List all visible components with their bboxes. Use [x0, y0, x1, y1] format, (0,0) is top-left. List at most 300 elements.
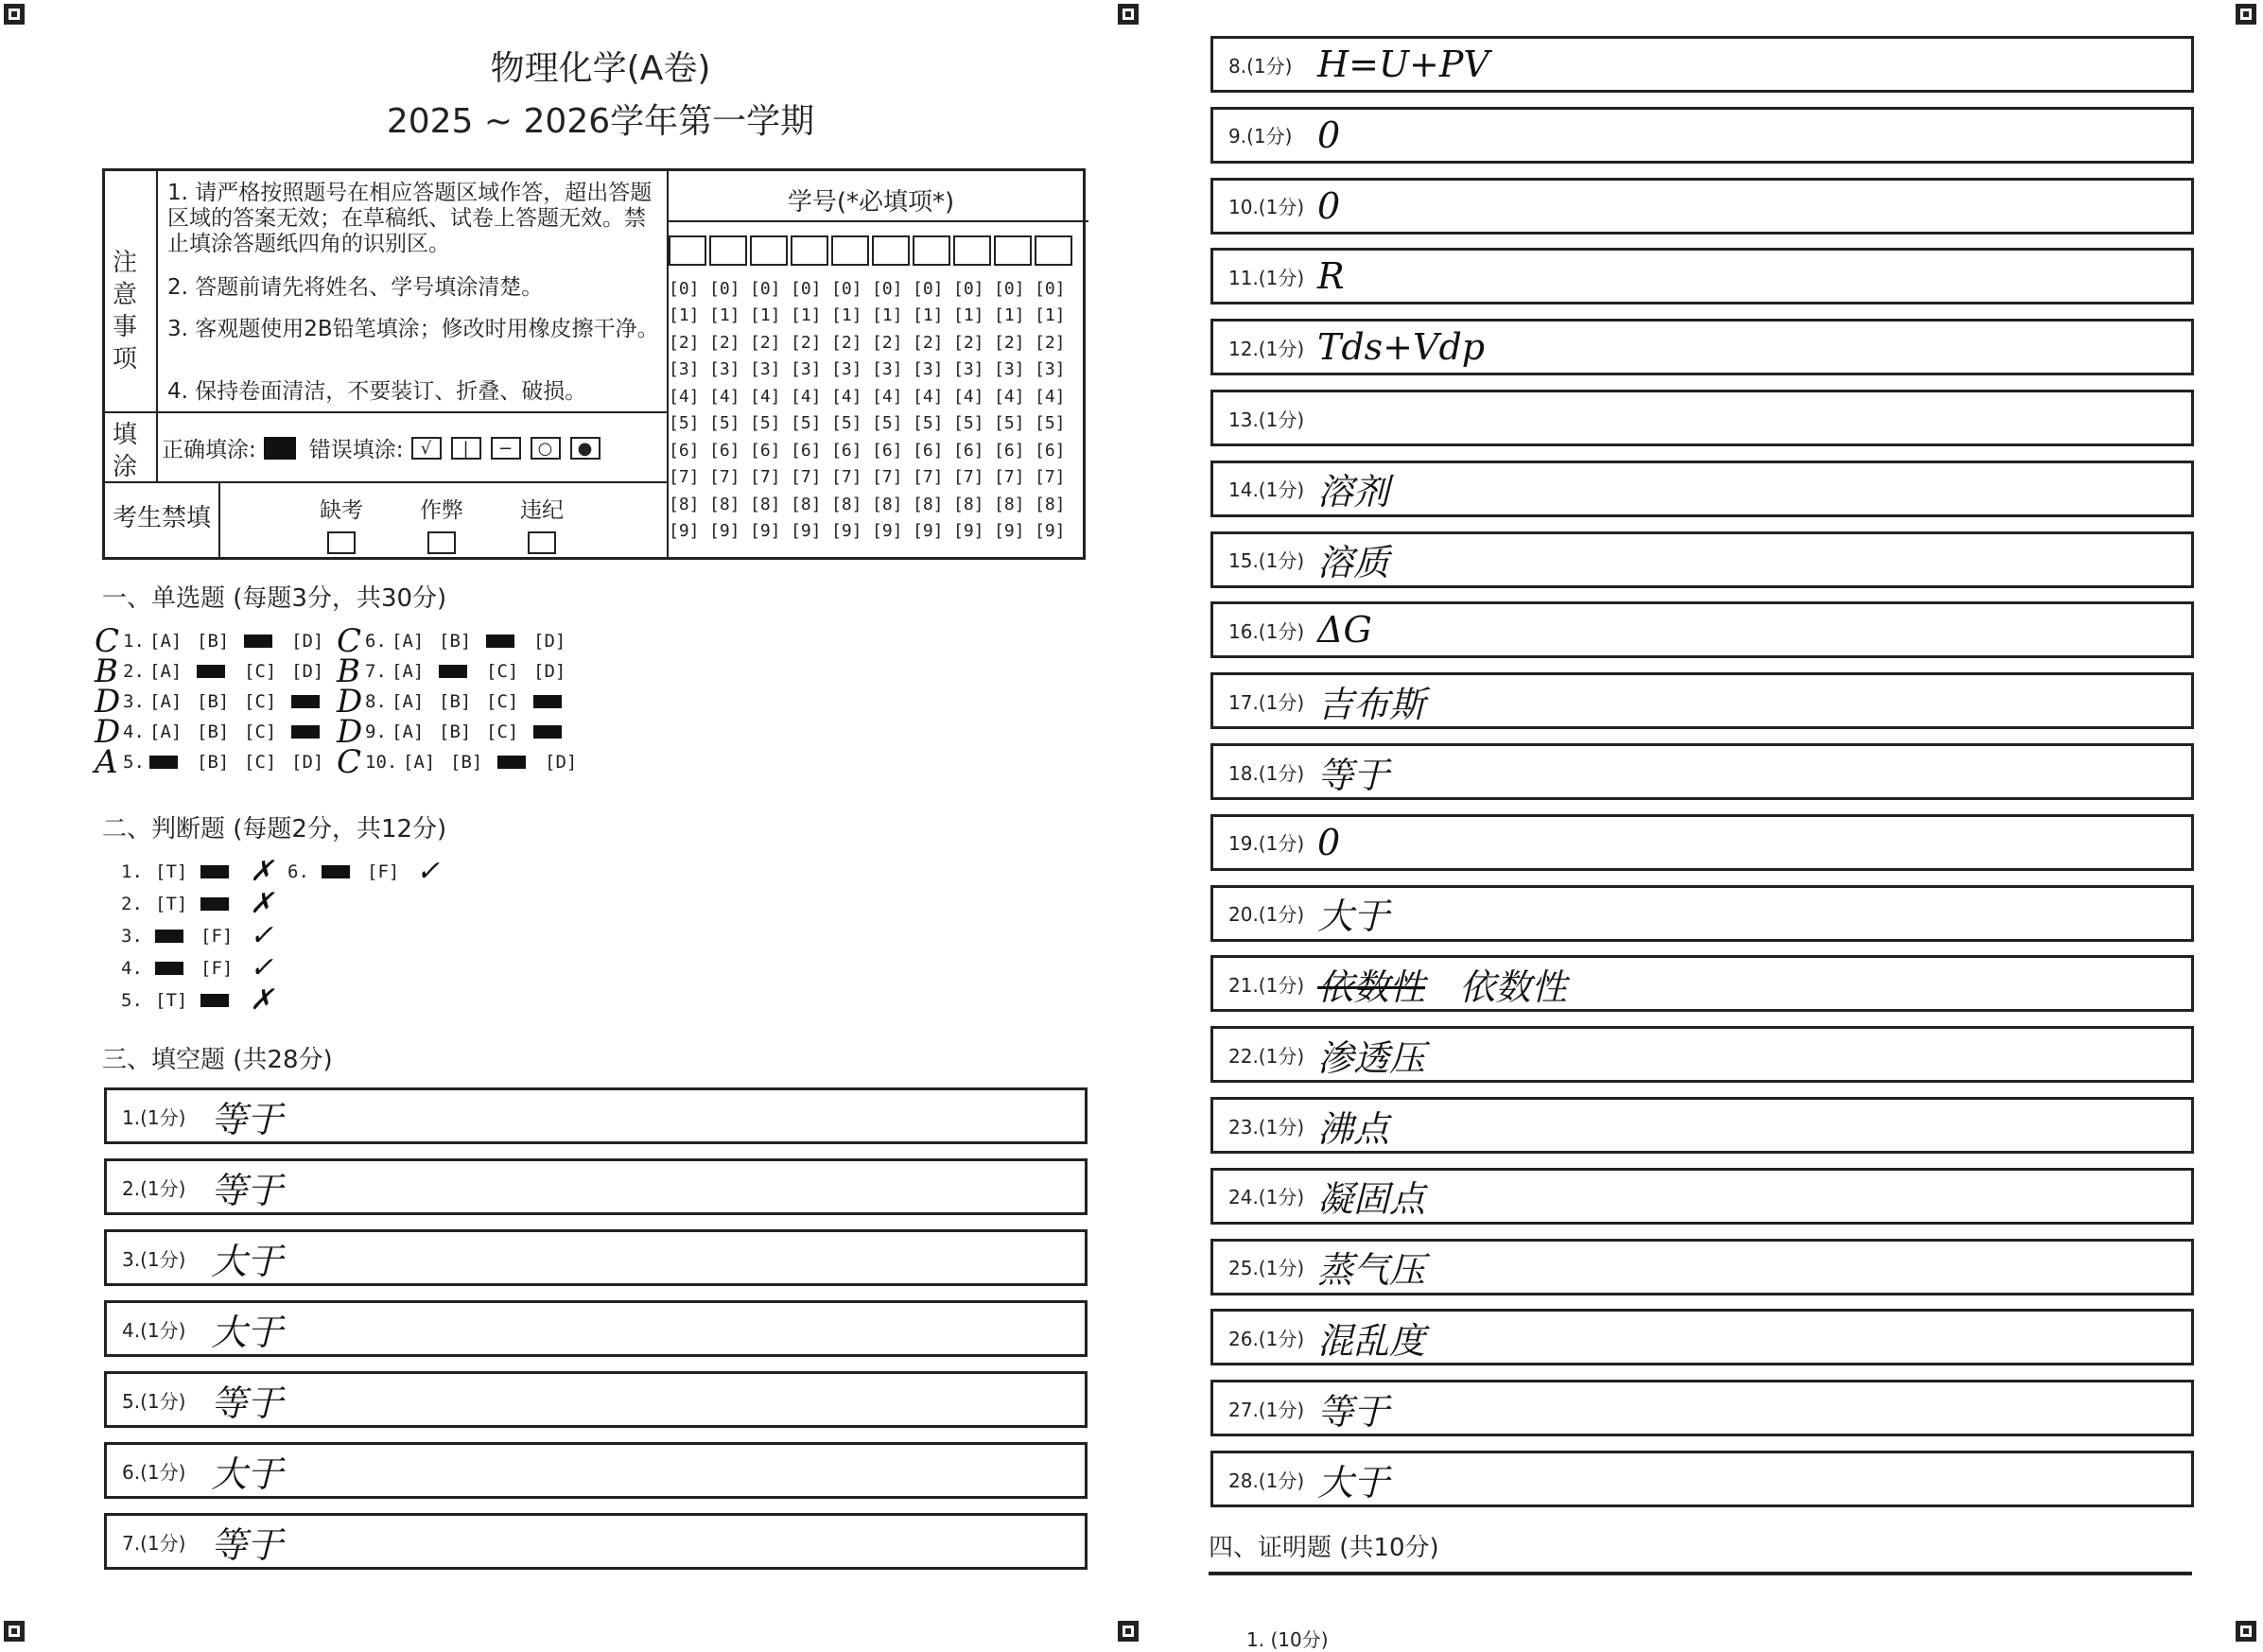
cross-mark-icon: ✗	[250, 855, 274, 888]
mc-handwritten-answer: D	[337, 683, 363, 721]
mc-option[interactable]: [D]	[533, 631, 566, 652]
student-id-row	[669, 491, 1075, 518]
student-id-box[interactable]	[750, 235, 788, 266]
student-id-bubble[interactable]: [0]	[750, 278, 781, 299]
student-id-bubble[interactable]: [2]	[953, 332, 984, 353]
mc-option[interactable]: [A]	[392, 691, 425, 712]
mc-handwritten-answer: B	[337, 652, 360, 690]
answer-label: 1.(1分)	[122, 1105, 186, 1129]
tf-option-filled[interactable]	[200, 897, 229, 911]
student-id-bubble[interactable]: [0]	[791, 278, 822, 299]
student-id-bubble[interactable]: [1]	[709, 305, 740, 326]
answer-label: 2.(1分)	[122, 1176, 186, 1200]
student-id-grid	[669, 275, 1075, 545]
answer-text: 沸点	[1317, 1107, 1390, 1150]
student-id-bubble[interactable]: [1]	[791, 305, 822, 326]
answer-text: 等于	[211, 1382, 284, 1424]
flag-absent-box[interactable]	[327, 531, 356, 554]
student-id-bubble[interactable]: [8]	[831, 494, 862, 514]
answer-text: 凝固点	[1317, 1178, 1426, 1221]
student-id-bubble[interactable]: [3]	[791, 359, 822, 380]
answer-value	[211, 1445, 283, 1497]
answer-label: 27.(1分)	[1228, 1398, 1305, 1421]
student-id-bubble[interactable]: [4]	[669, 386, 700, 407]
mc-question-number: 2.	[123, 661, 145, 682]
mc-option[interactable]: [B]	[450, 752, 483, 773]
student-id-bubble[interactable]: [4]	[953, 386, 984, 407]
corner-mark-bottom-middle	[1118, 1621, 1139, 1642]
mc-option[interactable]: [A]	[392, 631, 425, 652]
mc-question-number: 1.	[123, 631, 145, 652]
student-id-bubble[interactable]: [5]	[831, 413, 862, 434]
student-id-bubble[interactable]: [4]	[872, 386, 903, 407]
answer-text: 依数性	[1459, 965, 1568, 1008]
student-id-bubble[interactable]: [3]	[994, 359, 1025, 380]
cross-mark-icon: ✗	[250, 983, 274, 1017]
answer-label: 25.(1分)	[1228, 1257, 1305, 1280]
student-id-bubble[interactable]: [7]	[913, 467, 944, 488]
section4-question-1: 1. (10分)	[1246, 1628, 1329, 1651]
student-id-box[interactable]	[1035, 235, 1072, 266]
mc-option-filled[interactable]	[291, 725, 320, 739]
mc-option[interactable]: [B]	[197, 722, 230, 742]
student-id-row	[669, 437, 1075, 464]
answer-box[interactable]	[104, 1513, 1088, 1570]
mc-option[interactable]: [D]	[291, 661, 324, 682]
student-id-box[interactable]	[913, 235, 950, 266]
tf-question	[121, 887, 273, 920]
student-id-bubble[interactable]: [9]	[953, 521, 984, 542]
student-id-bubble[interactable]: [5]	[750, 413, 781, 434]
mc-option[interactable]: [B]	[439, 691, 472, 712]
answer-text: 0	[1317, 184, 1341, 227]
flag-absent[interactable]: 缺考	[294, 493, 389, 554]
student-id-bubble[interactable]: [6]	[669, 440, 700, 461]
answer-box[interactable]	[1210, 36, 2194, 93]
answer-text: 大于	[1317, 1461, 1390, 1504]
student-id-bubble[interactable]: [2]	[750, 332, 781, 353]
answer-value	[1317, 533, 1389, 585]
student-id-bubble[interactable]: [1]	[994, 305, 1025, 326]
student-id-row	[669, 518, 1075, 546]
answer-value	[1317, 326, 1485, 368]
student-id-bubble[interactable]: [3]	[709, 359, 740, 380]
student-id-bubble[interactable]: [2]	[669, 332, 700, 353]
answer-text: 渗透压	[1317, 1036, 1426, 1079]
student-id-bubble[interactable]: [8]	[791, 494, 822, 514]
student-id-box[interactable]	[994, 235, 1032, 266]
answer-box[interactable]	[104, 1300, 1088, 1357]
tf-option[interactable]: [T]	[155, 861, 188, 882]
student-id-bubble[interactable]: [6]	[1035, 440, 1066, 461]
student-id-bubble[interactable]: [5]	[953, 413, 984, 434]
student-id-row	[669, 356, 1075, 384]
corner-mark-top-right	[2236, 4, 2256, 25]
student-id-bubble[interactable]: [7]	[750, 467, 781, 488]
student-id-bubble[interactable]: [6]	[831, 440, 862, 461]
page-title: 物理化学(A卷)	[490, 49, 711, 88]
student-id-bubble[interactable]: [7]	[1035, 467, 1066, 488]
student-id-bubble[interactable]: [7]	[872, 467, 903, 488]
student-id-bubble[interactable]: [6]	[913, 440, 944, 461]
answer-box[interactable]	[1210, 1239, 2194, 1296]
student-id-bubble[interactable]: [2]	[831, 332, 862, 353]
tf-option-filled[interactable]	[155, 962, 183, 975]
mc-option[interactable]: [D]	[291, 631, 324, 652]
answer-value	[211, 1161, 283, 1213]
answer-box[interactable]	[1210, 531, 2194, 588]
student-id-bubble[interactable]: [0]	[953, 278, 984, 299]
student-id-bubble[interactable]: [1]	[1035, 305, 1066, 326]
answer-box[interactable]	[1210, 1168, 2194, 1225]
corner-mark-top-middle	[1118, 4, 1139, 25]
student-id-bubble[interactable]: [6]	[709, 440, 740, 461]
notice-item-4: 4. 保持卷面清洁，不要装订、折叠、破损。	[167, 379, 587, 404]
answer-label: 24.(1分)	[1228, 1186, 1305, 1209]
answer-value	[1317, 1241, 1425, 1293]
student-id-bubble[interactable]: [3]	[1035, 359, 1066, 380]
student-id-bubble[interactable]: [4]	[791, 386, 822, 407]
mc-handwritten-answer: C	[337, 622, 362, 660]
mc-option-filled[interactable]	[197, 665, 225, 678]
mc-option[interactable]: [D]	[533, 661, 566, 682]
mc-question-number: 7.	[365, 661, 387, 682]
student-id-box[interactable]	[872, 235, 910, 266]
student-id-bubble[interactable]: [3]	[831, 359, 862, 380]
answer-label: 19.(1分)	[1228, 832, 1305, 856]
student-id-bubble[interactable]: [2]	[791, 332, 822, 353]
answer-text: 等于	[211, 1098, 284, 1140]
student-id-bubble[interactable]: [9]	[994, 521, 1025, 542]
student-id-bubble[interactable]: [8]	[872, 494, 903, 514]
student-id-box[interactable]	[791, 235, 828, 266]
answer-box[interactable]	[1210, 107, 2194, 164]
student-id-bubble[interactable]: [9]	[1035, 521, 1066, 542]
struck-answer: 依数性	[1317, 965, 1426, 1008]
tf-option[interactable]: [F]	[200, 957, 234, 979]
tf-option-filled[interactable]	[155, 930, 183, 943]
wrong-fill-bar: |	[451, 437, 481, 460]
student-id-bubble[interactable]: [9]	[872, 521, 903, 542]
student-id-box[interactable]	[669, 235, 706, 266]
answer-label: 5.(1分)	[122, 1389, 186, 1413]
student-id-bubble[interactable]: [6]	[791, 440, 822, 461]
answer-box[interactable]	[104, 1087, 1088, 1144]
answer-box[interactable]	[104, 1158, 1088, 1215]
student-id-bubble[interactable]: [5]	[1035, 413, 1066, 434]
student-id-bubble[interactable]: [8]	[1035, 494, 1066, 514]
student-id-bubble[interactable]: [6]	[953, 440, 984, 461]
student-id-bubble[interactable]: [0]	[913, 278, 944, 299]
wrong-fill-check: √	[411, 437, 442, 460]
student-id-bubble[interactable]: [5]	[709, 413, 740, 434]
answer-box[interactable]	[1210, 955, 2194, 1012]
wrong-fill-dot: ●	[570, 437, 601, 460]
answer-box[interactable]	[1210, 1026, 2194, 1083]
answer-box[interactable]	[104, 1442, 1088, 1499]
student-id-bubble[interactable]: [3]	[953, 359, 984, 380]
mc-option[interactable]: [A]	[149, 631, 183, 652]
tf-option-filled[interactable]	[200, 994, 229, 1007]
answer-box[interactable]	[1210, 743, 2194, 800]
mc-option-filled[interactable]	[497, 756, 526, 769]
answer-label: 20.(1分)	[1228, 903, 1305, 927]
answer-value	[1317, 1312, 1425, 1364]
flag-cheating[interactable]: 作弊	[394, 493, 489, 554]
answer-value	[1317, 114, 1340, 156]
student-id-bubble[interactable]: [3]	[872, 359, 903, 380]
answer-value	[1317, 887, 1389, 939]
term-title: 2025 ~ 2026学年第一学期	[386, 102, 815, 141]
answer-box[interactable]	[1210, 1309, 2194, 1365]
student-id-bubble[interactable]: [4]	[831, 386, 862, 407]
mc-option[interactable]: [C]	[486, 691, 519, 712]
mc-option-filled[interactable]	[486, 635, 514, 648]
section2-title: 二、判断题 (每题2分，共12分)	[102, 815, 447, 843]
student-id-bubble[interactable]: [4]	[709, 386, 740, 407]
student-id-bubble[interactable]: [9]	[831, 521, 862, 542]
answer-box[interactable]	[1210, 885, 2194, 942]
fill-guide	[162, 432, 610, 463]
answer-value	[211, 1303, 283, 1355]
answer-label: 7.(1分)	[122, 1531, 186, 1555]
tf-option[interactable]: [F]	[200, 925, 234, 947]
mc-option-filled[interactable]	[439, 665, 467, 678]
student-id-bubble[interactable]: [5]	[994, 413, 1025, 434]
answer-text: 大于	[211, 1452, 284, 1495]
mc-option-filled[interactable]	[291, 695, 320, 708]
mc-question-number: 4.	[123, 722, 145, 742]
student-id-bubble[interactable]: [8]	[913, 494, 944, 514]
tf-option-filled[interactable]	[200, 865, 229, 878]
answer-box[interactable]	[1210, 319, 2194, 375]
answer-label: 11.(1分)	[1228, 266, 1305, 289]
student-id-bubble[interactable]: [1]	[831, 305, 862, 326]
student-id-bubble[interactable]: [0]	[994, 278, 1025, 299]
student-id-bubble[interactable]: [9]	[669, 521, 700, 542]
answer-box[interactable]	[1210, 1097, 2194, 1154]
student-id-bubble[interactable]: [3]	[913, 359, 944, 380]
answer-label: 16.(1分)	[1228, 619, 1305, 643]
student-id-bubble[interactable]: [0]	[831, 278, 862, 299]
student-id-bubble[interactable]: [6]	[750, 440, 781, 461]
answer-label: 6.(1分)	[122, 1460, 186, 1484]
answer-value	[211, 1090, 283, 1142]
flag-violation[interactable]: 违纪	[495, 493, 589, 554]
tf-question	[121, 983, 273, 1017]
section1-title: 一、单选题 (每题3分，共30分)	[102, 584, 447, 613]
student-id-bubble[interactable]: [5]	[669, 413, 700, 434]
student-id-bubble[interactable]: [0]	[709, 278, 740, 299]
student-id-bubble[interactable]: [7]	[709, 467, 740, 488]
answer-box[interactable]	[1210, 814, 2194, 871]
student-id-bubble[interactable]: [9]	[750, 521, 781, 542]
check-mark-icon: ✓	[416, 855, 441, 888]
student-id-bubble[interactable]: [4]	[1035, 386, 1066, 407]
student-id-bubble[interactable]: [2]	[709, 332, 740, 353]
answer-value	[1317, 1382, 1389, 1435]
answer-box[interactable]	[1210, 1451, 2194, 1507]
answer-text: 大于	[1317, 896, 1390, 938]
student-id-bubble[interactable]: [7]	[669, 467, 700, 488]
student-id-row	[669, 383, 1075, 410]
answer-text: 0	[1317, 821, 1341, 863]
tf-question	[121, 951, 273, 984]
student-id-bubble[interactable]: [2]	[994, 332, 1025, 353]
mc-option[interactable]: [C]	[244, 722, 277, 742]
student-id-bubble[interactable]: [7]	[953, 467, 984, 488]
answer-text: 等于	[1317, 754, 1390, 796]
answer-text: 溶剂	[1317, 471, 1390, 513]
mc-option[interactable]: [A]	[392, 722, 425, 742]
answer-value	[211, 1516, 283, 1568]
student-id-bubble[interactable]: [1]	[750, 305, 781, 326]
mc-question	[95, 743, 339, 781]
mc-question-number: 10.	[365, 752, 398, 773]
answer-box[interactable]	[104, 1371, 1088, 1428]
answer-text: 蒸气压	[1317, 1249, 1426, 1292]
answer-label: 15.(1分)	[1228, 549, 1305, 573]
flag-cheating-box[interactable]	[427, 531, 456, 554]
mc-question-number: 5.	[123, 752, 145, 773]
student-id-box[interactable]	[831, 235, 869, 266]
student-id-bubble[interactable]: [6]	[872, 440, 903, 461]
mc-option-filled[interactable]	[533, 695, 562, 708]
answer-label: 10.(1分)	[1228, 196, 1305, 219]
answer-text: 大于	[211, 1311, 284, 1353]
student-id-bubble[interactable]: [8]	[709, 494, 740, 514]
mc-question	[337, 743, 592, 781]
student-id-bubble[interactable]: [8]	[750, 494, 781, 514]
mc-option[interactable]: [B]	[197, 691, 230, 712]
answer-value	[1317, 1029, 1425, 1081]
answer-label: 21.(1分)	[1228, 973, 1305, 997]
mc-option[interactable]: [A]	[149, 691, 183, 712]
tf-option[interactable]: [F]	[367, 861, 400, 882]
exam-flags	[294, 493, 595, 554]
student-id-bubble[interactable]: [3]	[750, 359, 781, 380]
student-id-bubble[interactable]: [0]	[669, 278, 700, 299]
student-id-bubble[interactable]: [4]	[913, 386, 944, 407]
tf-option-filled[interactable]	[322, 865, 350, 878]
answer-value	[1317, 185, 1340, 227]
mc-handwritten-answer: B	[95, 652, 118, 690]
answer-box[interactable]	[1210, 461, 2194, 517]
mc-option[interactable]: [A]	[149, 722, 183, 742]
student-id-box[interactable]	[953, 235, 991, 266]
answer-label: 18.(1分)	[1228, 761, 1305, 785]
student-id-bubble[interactable]: [5]	[913, 413, 944, 434]
mc-option[interactable]: [A]	[403, 752, 436, 773]
mc-option[interactable]: [C]	[486, 722, 519, 742]
student-id-bubble[interactable]: [8]	[953, 494, 984, 514]
answer-box[interactable]	[1210, 672, 2194, 729]
correct-fill-label: 正确填涂:	[162, 438, 256, 462]
notice-item-3: 3. 客观题使用2B铅笔填涂；修改时用橡皮擦干净。	[167, 317, 659, 341]
cross-mark-icon: ✗	[250, 887, 274, 920]
mc-option[interactable]: [C]	[486, 661, 519, 682]
student-id-bubble[interactable]: [1]	[953, 305, 984, 326]
answer-value	[1317, 43, 1489, 85]
answer-box[interactable]	[104, 1229, 1088, 1286]
answer-box[interactable]	[1210, 248, 2194, 304]
answer-text: 等于	[211, 1523, 284, 1566]
tf-option[interactable]: [T]	[155, 893, 188, 914]
answer-box[interactable]	[1210, 390, 2194, 446]
answer-box[interactable]	[1210, 1380, 2194, 1436]
flag-violation-box[interactable]	[528, 531, 556, 554]
student-id-bubble[interactable]: [0]	[872, 278, 903, 299]
student-id-bubble[interactable]: [1]	[913, 305, 944, 326]
mc-option[interactable]: [A]	[392, 661, 425, 682]
answer-value	[1317, 822, 1340, 863]
mc-option[interactable]: [B]	[197, 752, 230, 773]
student-id-bubble[interactable]: [1]	[669, 305, 700, 326]
student-id-bubble[interactable]: [9]	[709, 521, 740, 542]
student-id-bubble[interactable]: [3]	[669, 359, 700, 380]
student-id-row	[669, 329, 1075, 356]
student-id-bubble[interactable]: [1]	[872, 305, 903, 326]
exam-flags-label: 考生禁填	[113, 504, 212, 532]
mc-option-filled[interactable]	[149, 756, 178, 769]
answer-box[interactable]	[1210, 601, 2194, 658]
student-id-bubble[interactable]: [0]	[1035, 278, 1066, 299]
student-id-box[interactable]	[709, 235, 747, 266]
student-id-bubble[interactable]: [2]	[913, 332, 944, 353]
mc-option[interactable]: [C]	[244, 661, 277, 682]
mc-option-filled[interactable]	[533, 725, 562, 739]
mc-option[interactable]: [A]	[149, 661, 183, 682]
mc-handwritten-answer: C	[95, 622, 120, 660]
answer-text: ΔG	[1317, 609, 1372, 652]
tf-question	[287, 855, 440, 888]
student-id-bubble[interactable]: [7]	[831, 467, 862, 488]
mc-option-filled[interactable]	[244, 635, 272, 648]
mc-option[interactable]: [D]	[291, 752, 324, 773]
student-id-bubble[interactable]: [6]	[994, 440, 1025, 461]
student-id-bubble[interactable]: [5]	[872, 413, 903, 434]
student-id-bubble[interactable]: [4]	[994, 386, 1025, 407]
student-id-bubble[interactable]: [7]	[994, 467, 1025, 488]
student-id-bubble[interactable]: [4]	[750, 386, 781, 407]
tf-question-number: 6.	[287, 861, 309, 882]
tf-question	[121, 919, 273, 952]
mc-option[interactable]: [C]	[244, 752, 277, 773]
student-id-bubble[interactable]: [8]	[669, 494, 700, 514]
mc-option[interactable]: [B]	[439, 722, 472, 742]
student-id-bubble[interactable]: [8]	[994, 494, 1025, 514]
tf-option[interactable]: [T]	[155, 989, 188, 1011]
answer-box[interactable]	[1210, 178, 2194, 235]
section3-title: 三、填空题 (共28分)	[102, 1046, 333, 1074]
mc-option[interactable]: [C]	[244, 691, 277, 712]
student-id-bubble[interactable]: [9]	[791, 521, 822, 542]
tf-question	[121, 855, 273, 888]
student-id-bubble[interactable]: [7]	[791, 467, 822, 488]
mc-option[interactable]: [B]	[439, 631, 472, 652]
answer-label: 8.(1分)	[1228, 54, 1293, 78]
mc-option[interactable]: [D]	[545, 752, 578, 773]
student-id-bubble[interactable]: [2]	[872, 332, 903, 353]
mc-question-number: 3.	[123, 691, 145, 712]
answer-label: 3.(1分)	[122, 1247, 186, 1271]
student-id-bubble[interactable]: [9]	[913, 521, 944, 542]
student-id-bubble[interactable]: [5]	[791, 413, 822, 434]
student-id-title: 学号(*必填项*)	[787, 188, 955, 217]
mc-option[interactable]: [B]	[197, 631, 230, 652]
answer-label: 26.(1分)	[1228, 1327, 1305, 1350]
student-id-bubble[interactable]: [2]	[1035, 332, 1066, 353]
